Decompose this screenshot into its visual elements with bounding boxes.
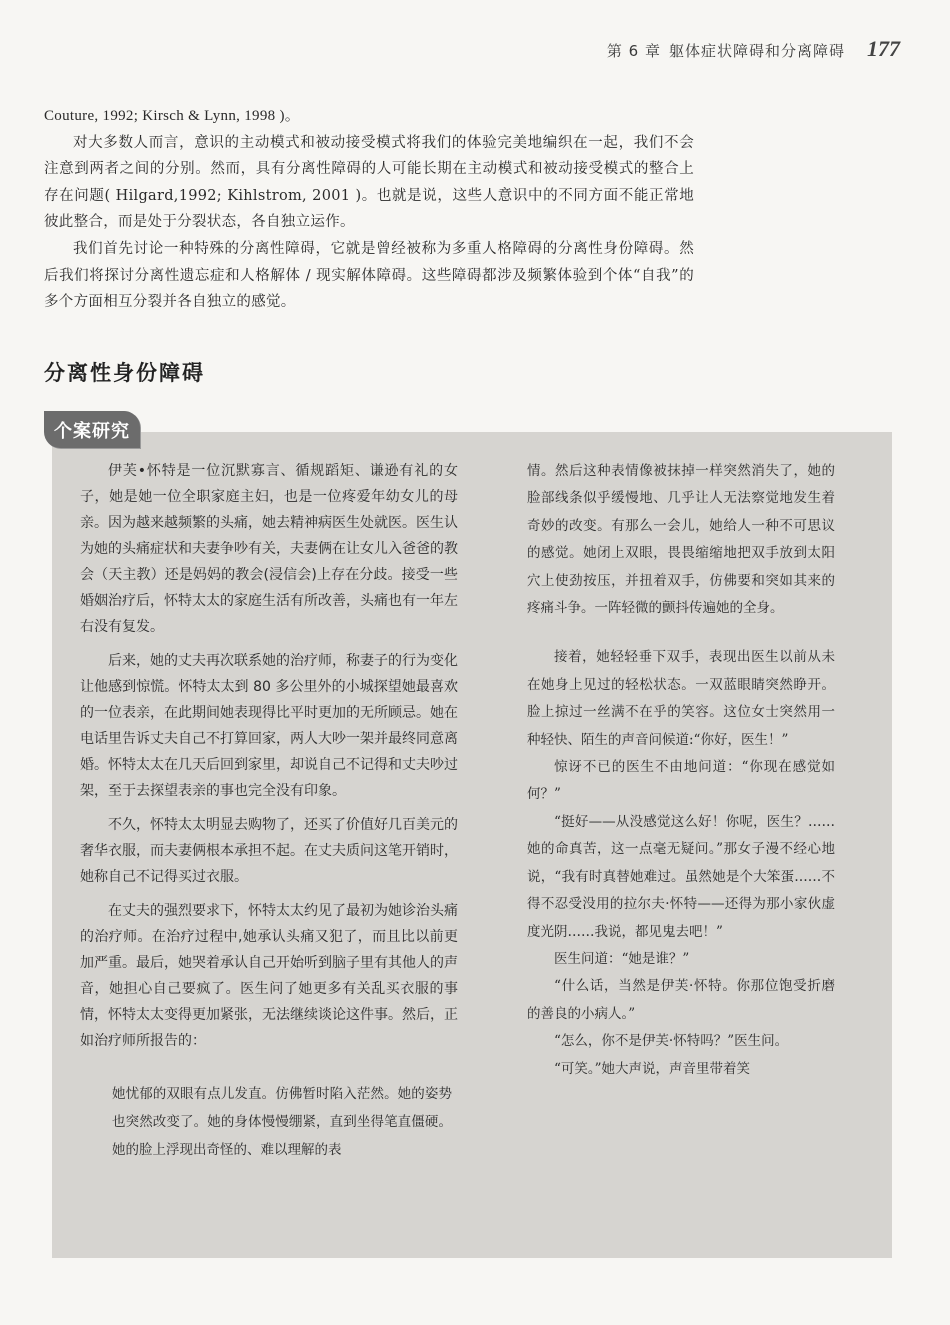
case-paragraph: “什么话，当然是伊芙·怀特。你那位饱受折磨的善良的小病人。”	[527, 978, 835, 1022]
chapter-title: 躯体症状障碍和分离障碍	[668, 42, 845, 60]
body-text	[44, 103, 694, 316]
case-paragraph: 接着，她轻轻垂下双手，表现出医生以前从未在她身上见过的轻松状态。一双蓝眼睛突然睁开。脸上掠过一丝满不在乎的笑容。这位女士突然用一种轻快、陌生的声音问候道:“你好，医生！”	[527, 649, 835, 748]
chapter-label: 第 6 章	[606, 42, 661, 60]
case-paragraph: 惊讶不已的医生不由地问道：“你现在感觉如何？”	[527, 759, 835, 803]
case-paragraph: 在丈夫的强烈要求下，怀特太太约见了最初为她诊治头痛的治疗师。在治疗过程中,她承认头痛又犯了，而且比以前更加严重。最后，她哭着承认自己开始听到脑子里有其他人的声音，她担心自己要疯了。医生问了她更多有关乱买衣服的事情，怀特太太变得更加紧张，无法继续谈论这件事。然后，正如治疗师所报告的：	[80, 903, 458, 1049]
section-title: 分离性身份障碍	[44, 361, 205, 385]
case-paragraph: 不久，怀特太太明显去购物了，还买了价值好几百美元的奢华衣服，而夫妻俩根本承担不起。在丈夫质问这笔开销时，她称自己不记得买过衣服。	[80, 817, 458, 885]
case-quote: 她忧郁的双眼有点儿发直。仿佛暂时陷入茫然。她的姿势也突然改变了。她的身体慢慢绷紧，直到坐得笔直僵硬。她的脸上浮现出奇怪的、难以理解的表	[112, 1086, 452, 1158]
page-number: 177	[867, 36, 900, 61]
lead-line: Couture, 1992; Kirsch & Lynn, 1998 )。	[44, 108, 301, 124]
case-paragraph: 医生问道：“她是谁？”	[554, 950, 690, 967]
case-paragraph: “可笑。”她大声说，声音里带着笑	[554, 1060, 751, 1077]
case-paragraph: “挺好——从没感觉这么好！你呢，医生？……她的命真苦，这一点毫无疑问。”那女子漫不经心地说，“我有时真替她难过。虽然她是个大笨蛋……不得不忍受没用的拉尔夫·怀特——还得为那小家伙虚度光阴……我说，都见鬼去吧！”	[527, 813, 835, 940]
case-paragraph: 后来，她的丈夫再次联系她的治疗师，称妻子的行为变化让他感到惊慌。怀特太太到 80 多公里外的小城探望她最喜欢的一位表亲，在此期间她表现得比平时更加的无所顾忌。她在电话里告诉丈夫自己不打算回家，两人大吵一架并最终同意离婚。怀特太太在几天后回到家里，却说自己不记得和丈夫吵过架，至于去探望表亲的事也完全没有印象。	[80, 653, 458, 799]
body-paragraph: 对大多数人而言，意识的主动模式和被动接受模式将我们的体验完美地编织在一起，我们不会注意到两者之间的分别。然而，具有分离性障碍的人可能长期在主动模式和被动接受模式的整合上存在问题( Hilgard,1992; Kihlstrom, 2001 )。也就是说，这些人意识中的不同方面不能正常地彼此整合，而是处于分裂状态，各自独立运作。	[44, 134, 694, 231]
running-header	[560, 36, 900, 62]
body-paragraph: 我们首先讨论一种特殊的分离性障碍，它就是曾经被称为多重人格障碍的分离性身份障碍。然后我们将探讨分离性遗忘症和人格解体 / 现实解体障碍。这些障碍都涉及频繁体验到个体“自我”的多个方面相互分裂并各自独立的感觉。	[44, 240, 694, 311]
case-paragraph: “怎么，你不是伊芙·怀特吗？”医生问。	[554, 1033, 789, 1050]
case-right-column	[527, 458, 835, 1083]
case-paragraph: 伊芙•怀特是一位沉默寡言、循规蹈矩、谦逊有礼的女子，她是她一位全职家庭主妇，也是一位疼爱年幼女儿的母亲。因为越来越频繁的头痛，她去精神病医生处就医。医生认为她的头痛症状和夫妻争吵有关，夫妻俩在让女儿入爸爸的教会（天主教）还是妈妈的教会(浸信会)上存在分歧。接受一些婚姻治疗后，怀特太太的家庭生活有所改善，头痛也有一年左右没有复发。	[80, 463, 458, 635]
case-quote-continued: 情。然后这种表情像被抹掉一样突然消失了，她的脸部线条似乎缓慢地、几乎让人无法察觉地发生着奇妙的改变。有那么一会儿，她给人一种不可思议的感觉。她闭上双眼，畏畏缩缩地把双手放到太阳穴上使劲按压，并扭着双手，仿佛要和突如其来的疼痛斗争。一阵轻微的颤抖传遍她的全身。	[527, 463, 835, 617]
case-study-tag: 个案研究	[44, 411, 140, 448]
case-left-column	[80, 458, 458, 1164]
